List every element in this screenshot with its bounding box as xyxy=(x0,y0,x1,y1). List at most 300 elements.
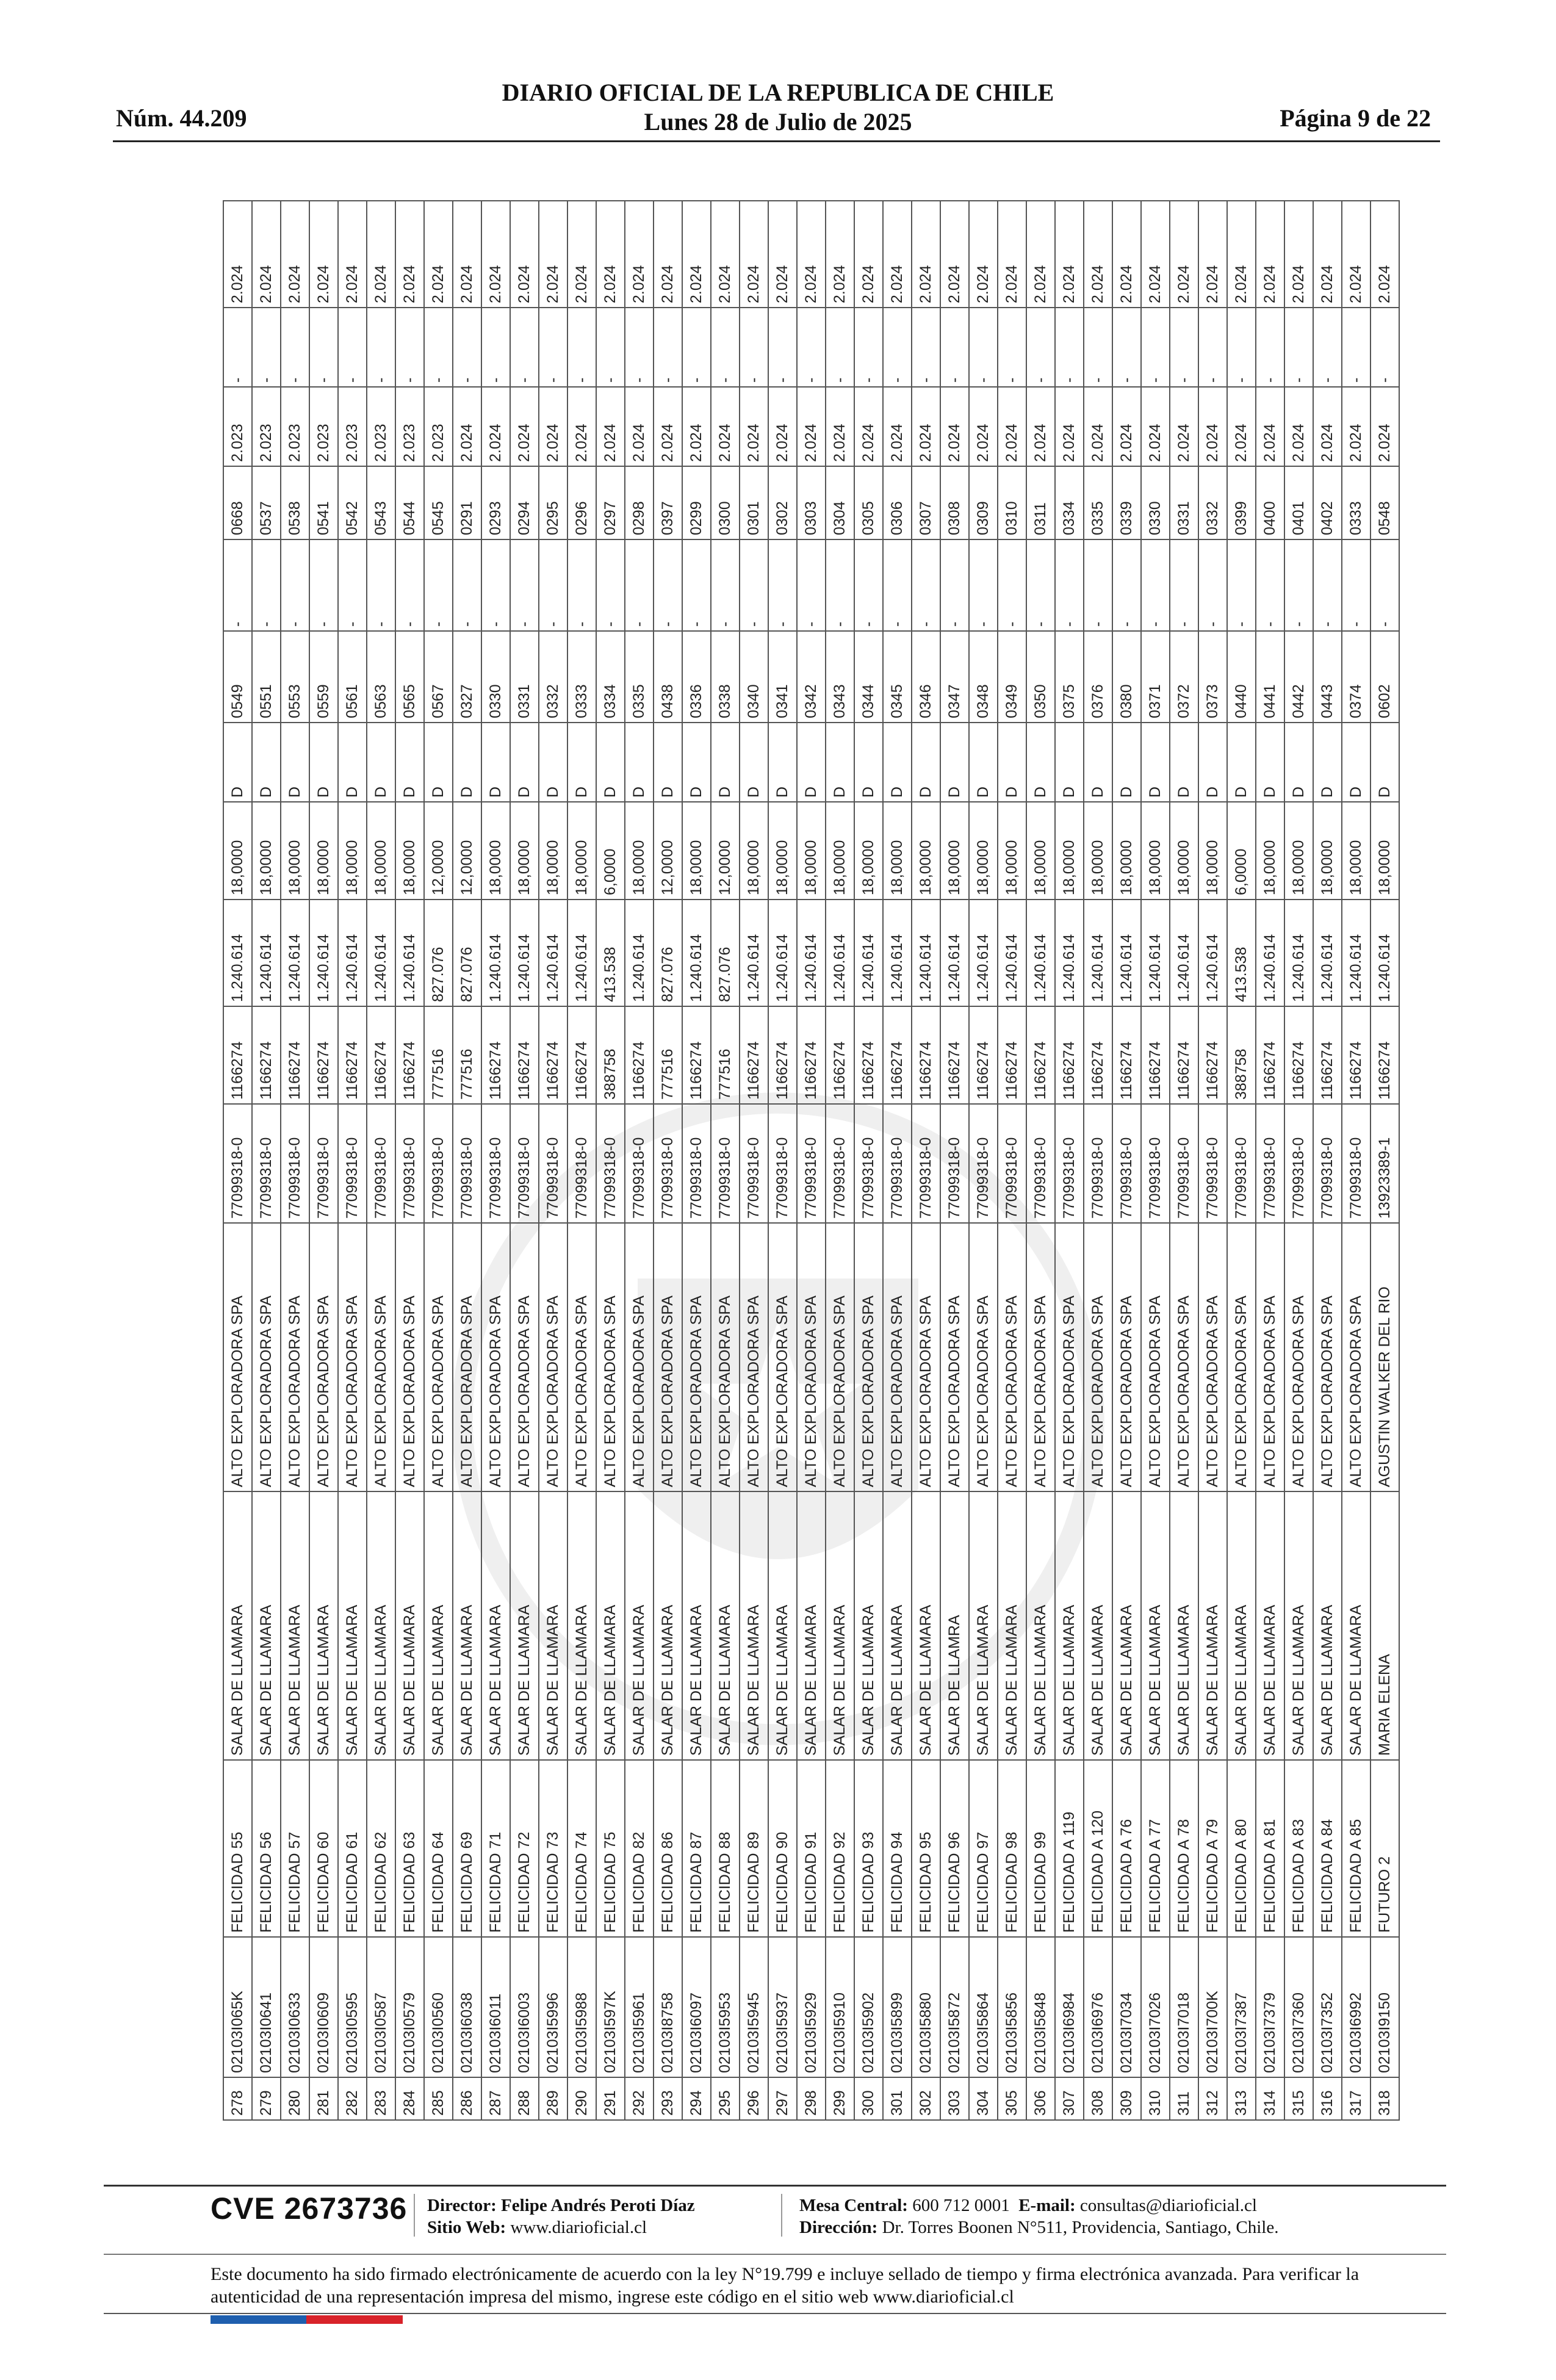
cell-concession-name: FELICIDAD A 83 xyxy=(1284,1760,1313,1937)
cell-type: D xyxy=(998,723,1026,802)
cell-ref-a: 0330 xyxy=(481,631,510,723)
cell-area: 18,0000 xyxy=(1026,802,1055,900)
cell-concession-name: FELICIDAD 96 xyxy=(940,1760,969,1937)
cell-area: 12,0000 xyxy=(453,802,481,900)
cell-ref-b: 0293 xyxy=(481,466,510,539)
cell-ref-b: 0306 xyxy=(883,466,912,539)
cell-holder-name: ALTO EXPLORADORA SPA xyxy=(940,1223,969,1491)
cell-dash-a: - xyxy=(309,539,338,631)
cell-ref-a: 0440 xyxy=(1227,631,1256,723)
cell-location: SALAR DE LLAMARA xyxy=(1342,1491,1371,1760)
cell-row-number: 313 xyxy=(1227,2077,1256,2120)
cell-dash-b: - xyxy=(711,308,740,387)
cell-year-a: 2.024 xyxy=(625,387,654,466)
cell-row-number: 306 xyxy=(1026,2077,1055,2120)
cell-ref-a: 0376 xyxy=(1084,631,1112,723)
cell-holder-rut: 77099318-0 xyxy=(481,1104,510,1223)
cell-year-a: 2.024 xyxy=(1026,387,1055,466)
cell-area: 18,0000 xyxy=(567,802,596,900)
cell-holder-name: ALTO EXPLORADORA SPA xyxy=(711,1223,740,1491)
cell-type: D xyxy=(883,723,912,802)
cell-row-number: 303 xyxy=(940,2077,969,2120)
cell-rol-code: 02103I8758 xyxy=(654,1937,682,2077)
cell-dash-b: - xyxy=(854,308,883,387)
cell-year-b: 2.024 xyxy=(338,201,367,308)
cell-ref-b: 0399 xyxy=(1227,466,1256,539)
cell-ref-b: 0541 xyxy=(309,466,338,539)
table-row xyxy=(1055,201,1084,2120)
cell-ref-a: 0345 xyxy=(883,631,912,723)
cell-amount-b: 827.076 xyxy=(711,900,740,1006)
footer-divider-middle xyxy=(104,2254,1446,2255)
table-row xyxy=(395,201,424,2120)
cell-dash-b: - xyxy=(998,308,1026,387)
cell-concession-name: FELICIDAD 63 xyxy=(395,1760,424,1937)
cell-amount-b: 1.240.614 xyxy=(912,900,940,1006)
cell-ref-a: 0567 xyxy=(424,631,453,723)
cell-year-a: 2.024 xyxy=(1342,387,1371,466)
cell-amount-a: 1166274 xyxy=(223,1006,252,1104)
cell-year-a: 2.024 xyxy=(1256,387,1284,466)
cell-holder-name: ALTO EXPLORADORA SPA xyxy=(338,1223,367,1491)
table-row xyxy=(481,201,510,2120)
cell-dash-a: - xyxy=(1227,539,1256,631)
cell-holder-rut: 77099318-0 xyxy=(826,1104,854,1223)
mesa-label: Mesa Central: xyxy=(799,2196,908,2215)
cell-ref-a: 0374 xyxy=(1342,631,1371,723)
cell-location: SALAR DE LLAMARA xyxy=(252,1491,281,1760)
cell-concession-name: FELICIDAD 92 xyxy=(826,1760,854,1937)
cell-dash-a: - xyxy=(1084,539,1112,631)
cell-location: SALAR DE LLAMARA xyxy=(539,1491,567,1760)
cell-amount-b: 827.076 xyxy=(654,900,682,1006)
cell-location: SALAR DE LLAMARA xyxy=(1284,1491,1313,1760)
cell-amount-a: 1166274 xyxy=(1313,1006,1342,1104)
cell-year-b: 2.024 xyxy=(596,201,625,308)
cell-year-a: 2.024 xyxy=(539,387,567,466)
table-row xyxy=(567,201,596,2120)
cell-amount-a: 1166274 xyxy=(854,1006,883,1104)
cell-holder-rut: 77099318-0 xyxy=(883,1104,912,1223)
cell-dash-a: - xyxy=(567,539,596,631)
cell-holder-rut: 77099318-0 xyxy=(281,1104,309,1223)
cell-rol-code: 02103I700K xyxy=(1198,1937,1227,2077)
flag-blue-stripe xyxy=(211,2315,306,2324)
cell-year-a: 2.024 xyxy=(768,387,797,466)
cell-ref-a: 0344 xyxy=(854,631,883,723)
director-label: Director: xyxy=(427,2196,497,2215)
cell-ref-a: 0602 xyxy=(1371,631,1399,723)
table-row xyxy=(539,201,567,2120)
cell-concession-name: FELICIDAD A 80 xyxy=(1227,1760,1256,1937)
cell-year-a: 2.023 xyxy=(252,387,281,466)
cell-concession-name: FELICIDAD 82 xyxy=(625,1760,654,1937)
cell-holder-name: ALTO EXPLORADORA SPA xyxy=(1198,1223,1227,1491)
cell-type: D xyxy=(1026,723,1055,802)
cell-ref-b: 0401 xyxy=(1284,466,1313,539)
cell-amount-b: 1.240.614 xyxy=(969,900,998,1006)
cell-ref-b: 0339 xyxy=(1112,466,1141,539)
cell-year-b: 2.024 xyxy=(912,201,940,308)
cell-rol-code: 02103I065K xyxy=(223,1937,252,2077)
table-row xyxy=(223,201,252,2120)
cell-ref-b: 0305 xyxy=(854,466,883,539)
cell-dash-b: - xyxy=(1112,308,1141,387)
cell-ref-a: 0342 xyxy=(797,631,826,723)
cell-type: D xyxy=(940,723,969,802)
cell-amount-a: 1166274 xyxy=(539,1006,567,1104)
cell-location: SALAR DE LLAMARA xyxy=(797,1491,826,1760)
cell-ref-b: 0545 xyxy=(424,466,453,539)
cell-type: D xyxy=(1227,723,1256,802)
cell-concession-name: FELICIDAD A 78 xyxy=(1170,1760,1198,1937)
cell-holder-rut: 77099318-0 xyxy=(711,1104,740,1223)
cell-row-number: 302 xyxy=(912,2077,940,2120)
cell-concession-name: FELICIDAD 98 xyxy=(998,1760,1026,1937)
cell-amount-a: 1166274 xyxy=(883,1006,912,1104)
cell-ref-b: 0537 xyxy=(252,466,281,539)
cell-year-a: 2.024 xyxy=(1141,387,1170,466)
table-row xyxy=(1313,201,1342,2120)
cell-holder-rut: 77099318-0 xyxy=(1198,1104,1227,1223)
cell-year-a: 2.024 xyxy=(567,387,596,466)
cell-dash-b: - xyxy=(1026,308,1055,387)
table-row xyxy=(740,201,768,2120)
cell-amount-b: 1.240.614 xyxy=(510,900,539,1006)
cell-ref-b: 0311 xyxy=(1026,466,1055,539)
cell-year-b: 2.024 xyxy=(1313,201,1342,308)
cell-holder-name: ALTO EXPLORADORA SPA xyxy=(252,1223,281,1491)
cell-ref-a: 0371 xyxy=(1141,631,1170,723)
cell-location: SALAR DE LLAMARA xyxy=(1198,1491,1227,1760)
cell-dash-b: - xyxy=(740,308,768,387)
cell-holder-rut: 77099318-0 xyxy=(1256,1104,1284,1223)
cell-year-a: 2.024 xyxy=(1198,387,1227,466)
cell-row-number: 280 xyxy=(281,2077,309,2120)
cell-dash-b: - xyxy=(1313,308,1342,387)
cell-holder-rut: 77099318-0 xyxy=(969,1104,998,1223)
cell-dash-b: - xyxy=(424,308,453,387)
cell-dash-a: - xyxy=(1256,539,1284,631)
cell-year-b: 2.024 xyxy=(1112,201,1141,308)
cell-concession-name: FELICIDAD 99 xyxy=(1026,1760,1055,1937)
cell-amount-a: 1166274 xyxy=(1371,1006,1399,1104)
cell-year-b: 2.024 xyxy=(1371,201,1399,308)
site-label: Sitio Web: xyxy=(427,2218,506,2237)
cell-holder-name: ALTO EXPLORADORA SPA xyxy=(1112,1223,1141,1491)
cell-ref-b: 0330 xyxy=(1141,466,1170,539)
cell-holder-name: ALTO EXPLORADORA SPA xyxy=(309,1223,338,1491)
cell-row-number: 301 xyxy=(883,2077,912,2120)
cell-location: SALAR DE LLAMARA xyxy=(338,1491,367,1760)
cell-concession-name: FELICIDAD 91 xyxy=(797,1760,826,1937)
table-row xyxy=(1284,201,1313,2120)
cell-year-a: 2.024 xyxy=(797,387,826,466)
cell-area: 18,0000 xyxy=(625,802,654,900)
cell-row-number: 308 xyxy=(1084,2077,1112,2120)
cell-dash-a: - xyxy=(682,539,711,631)
cell-holder-rut: 77099318-0 xyxy=(395,1104,424,1223)
cell-rol-code: 02103I5899 xyxy=(883,1937,912,2077)
cell-dash-b: - xyxy=(1227,308,1256,387)
cell-type: D xyxy=(1342,723,1371,802)
cell-dash-b: - xyxy=(1198,308,1227,387)
cell-location: SALAR DE LLAMARA xyxy=(596,1491,625,1760)
cell-concession-name: FELICIDAD 87 xyxy=(682,1760,711,1937)
cell-year-b: 2.024 xyxy=(1026,201,1055,308)
cell-year-b: 2.024 xyxy=(1170,201,1198,308)
cell-row-number: 316 xyxy=(1313,2077,1342,2120)
cell-amount-a: 1166274 xyxy=(395,1006,424,1104)
cell-holder-name: ALTO EXPLORADORA SPA xyxy=(797,1223,826,1491)
cell-row-number: 282 xyxy=(338,2077,367,2120)
cell-concession-name: FELICIDAD 90 xyxy=(768,1760,797,1937)
cell-rol-code: 02103I9150 xyxy=(1371,1937,1399,2077)
cell-year-a: 2.024 xyxy=(1313,387,1342,466)
cell-area: 18,0000 xyxy=(338,802,367,900)
cell-holder-rut: 77099318-0 xyxy=(625,1104,654,1223)
cell-dash-a: - xyxy=(1198,539,1227,631)
cell-holder-rut: 77099318-0 xyxy=(1055,1104,1084,1223)
cell-row-number: 285 xyxy=(424,2077,453,2120)
cell-ref-a: 0349 xyxy=(998,631,1026,723)
cell-concession-name: FELICIDAD 72 xyxy=(510,1760,539,1937)
cell-rol-code: 02103I6984 xyxy=(1055,1937,1084,2077)
cell-holder-name: ALTO EXPLORADORA SPA xyxy=(481,1223,510,1491)
cell-concession-name: FELICIDAD A 81 xyxy=(1256,1760,1284,1937)
cell-holder-name: ALTO EXPLORADORA SPA xyxy=(1141,1223,1170,1491)
cell-type: D xyxy=(510,723,539,802)
cell-location: SALAR DE LLAMARA xyxy=(969,1491,998,1760)
cell-rol-code: 02103I7034 xyxy=(1112,1937,1141,2077)
cell-amount-a: 1166274 xyxy=(625,1006,654,1104)
cell-ref-b: 0400 xyxy=(1256,466,1284,539)
cell-year-b: 2.024 xyxy=(1284,201,1313,308)
cell-dash-a: - xyxy=(1313,539,1342,631)
cell-concession-name: FELICIDAD 62 xyxy=(367,1760,395,1937)
cell-amount-a: 777516 xyxy=(453,1006,481,1104)
cell-dash-a: - xyxy=(1026,539,1055,631)
cell-amount-a: 388758 xyxy=(596,1006,625,1104)
cell-area: 18,0000 xyxy=(481,802,510,900)
cell-dash-a: - xyxy=(969,539,998,631)
cell-amount-a: 777516 xyxy=(424,1006,453,1104)
table-row xyxy=(1170,201,1198,2120)
table-row xyxy=(1112,201,1141,2120)
cell-holder-name: ALTO EXPLORADORA SPA xyxy=(567,1223,596,1491)
cell-year-a: 2.024 xyxy=(1055,387,1084,466)
cell-concession-name: FELICIDAD 73 xyxy=(539,1760,567,1937)
cell-rol-code: 02103I597K xyxy=(596,1937,625,2077)
cell-area: 18,0000 xyxy=(1112,802,1141,900)
concessions-table-rotated xyxy=(223,201,1393,2121)
cell-amount-a: 1166274 xyxy=(309,1006,338,1104)
cell-holder-name: ALTO EXPLORADORA SPA xyxy=(768,1223,797,1491)
cell-type: D xyxy=(223,723,252,802)
cell-row-number: 315 xyxy=(1284,2077,1313,2120)
cell-year-b: 2.024 xyxy=(654,201,682,308)
cell-year-a: 2.024 xyxy=(826,387,854,466)
cell-rol-code: 02103I7026 xyxy=(1141,1937,1170,2077)
cell-rol-code: 02103I6038 xyxy=(453,1937,481,2077)
cell-year-a: 2.024 xyxy=(711,387,740,466)
cell-year-b: 2.024 xyxy=(1256,201,1284,308)
cell-year-b: 2.024 xyxy=(252,201,281,308)
table-row xyxy=(998,201,1026,2120)
cell-row-number: 312 xyxy=(1198,2077,1227,2120)
cell-year-a: 2.024 xyxy=(854,387,883,466)
cell-year-a: 2.024 xyxy=(740,387,768,466)
cell-concession-name: FELICIDAD A 85 xyxy=(1342,1760,1371,1937)
cell-year-b: 2.024 xyxy=(682,201,711,308)
cell-holder-name: ALTO EXPLORADORA SPA xyxy=(1084,1223,1112,1491)
cell-concession-name: FELICIDAD A 119 xyxy=(1055,1760,1084,1937)
cell-holder-name: ALTO EXPLORADORA SPA xyxy=(367,1223,395,1491)
cell-amount-a: 1166274 xyxy=(338,1006,367,1104)
cell-dash-a: - xyxy=(395,539,424,631)
cell-holder-name: ALTO EXPLORADORA SPA xyxy=(1313,1223,1342,1491)
table-row xyxy=(1026,201,1055,2120)
cell-holder-name: ALTO EXPLORADORA SPA xyxy=(1256,1223,1284,1491)
cell-amount-a: 1166274 xyxy=(1141,1006,1170,1104)
cell-type: D xyxy=(367,723,395,802)
cell-row-number: 291 xyxy=(596,2077,625,2120)
cell-ref-b: 0402 xyxy=(1313,466,1342,539)
cell-dash-a: - xyxy=(453,539,481,631)
cell-row-number: 278 xyxy=(223,2077,252,2120)
cell-year-b: 2.024 xyxy=(481,201,510,308)
cell-year-b: 2.024 xyxy=(1198,201,1227,308)
cell-holder-rut: 77099318-0 xyxy=(682,1104,711,1223)
cell-ref-a: 0343 xyxy=(826,631,854,723)
cell-area: 18,0000 xyxy=(826,802,854,900)
email-label: E-mail: xyxy=(1018,2196,1076,2215)
cell-amount-a: 1166274 xyxy=(768,1006,797,1104)
cell-amount-a: 1166274 xyxy=(1198,1006,1227,1104)
cell-area: 18,0000 xyxy=(1084,802,1112,900)
cell-amount-a: 1166274 xyxy=(252,1006,281,1104)
cell-year-a: 2.024 xyxy=(1371,387,1399,466)
cell-rol-code: 02103I6976 xyxy=(1084,1937,1112,2077)
cell-amount-b: 1.240.614 xyxy=(826,900,854,1006)
cell-year-a: 2.023 xyxy=(395,387,424,466)
issue-number: Núm. 44.209 xyxy=(116,104,247,132)
cell-amount-b: 1.240.614 xyxy=(567,900,596,1006)
footer-divider-bottom xyxy=(104,2313,1446,2314)
cell-rol-code: 02103I7352 xyxy=(1313,1937,1342,2077)
cell-holder-rut: 77099318-0 xyxy=(912,1104,940,1223)
cell-holder-rut: 77099318-0 xyxy=(1084,1104,1112,1223)
cell-area: 18,0000 xyxy=(797,802,826,900)
cell-row-number: 286 xyxy=(453,2077,481,2120)
cell-dash-b: - xyxy=(1342,308,1371,387)
cell-location: SALAR DE LLAMARA xyxy=(1141,1491,1170,1760)
cell-year-a: 2.023 xyxy=(281,387,309,466)
cell-concession-name: FELICIDAD 89 xyxy=(740,1760,768,1937)
cell-holder-rut: 77099318-0 xyxy=(768,1104,797,1223)
cell-holder-rut: 77099318-0 xyxy=(1026,1104,1055,1223)
cell-area: 18,0000 xyxy=(1371,802,1399,900)
cell-dash-a: - xyxy=(854,539,883,631)
cell-ref-a: 0341 xyxy=(768,631,797,723)
cell-location: SALAR DE LLAMARA xyxy=(1256,1491,1284,1760)
cell-year-a: 2.024 xyxy=(940,387,969,466)
cell-area: 18,0000 xyxy=(281,802,309,900)
table-row xyxy=(1084,201,1112,2120)
cell-area: 18,0000 xyxy=(854,802,883,900)
site-link[interactable]: www.diarioficial.cl xyxy=(510,2218,647,2237)
cell-type: D xyxy=(1371,723,1399,802)
cell-ref-a: 0334 xyxy=(596,631,625,723)
cell-amount-a: 1166274 xyxy=(912,1006,940,1104)
cell-amount-a: 1166274 xyxy=(797,1006,826,1104)
cell-dash-b: - xyxy=(940,308,969,387)
cell-row-number: 290 xyxy=(567,2077,596,2120)
cell-amount-a: 1166274 xyxy=(1342,1006,1371,1104)
cell-amount-a: 1166274 xyxy=(510,1006,539,1104)
footer-separator xyxy=(781,2194,782,2237)
cell-amount-b: 1.240.614 xyxy=(338,900,367,1006)
cell-year-b: 2.024 xyxy=(625,201,654,308)
cell-dash-b: - xyxy=(481,308,510,387)
cell-holder-rut: 77099318-0 xyxy=(424,1104,453,1223)
cell-row-number: 317 xyxy=(1342,2077,1371,2120)
cell-row-number: 311 xyxy=(1170,2077,1198,2120)
email-link[interactable]: consultas@diarioficial.cl xyxy=(1079,2196,1257,2215)
cell-concession-name: FELICIDAD A 76 xyxy=(1112,1760,1141,1937)
cell-ref-a: 0375 xyxy=(1055,631,1084,723)
cell-location: SALAR DE LLAMARA xyxy=(1084,1491,1112,1760)
cell-area: 18,0000 xyxy=(682,802,711,900)
cell-dash-a: - xyxy=(940,539,969,631)
concessions-table xyxy=(223,200,1400,2121)
cell-concession-name: FELICIDAD A 77 xyxy=(1141,1760,1170,1937)
cell-concession-name: FELICIDAD 86 xyxy=(654,1760,682,1937)
cell-type: D xyxy=(338,723,367,802)
cell-ref-b: 0538 xyxy=(281,466,309,539)
cell-year-b: 2.024 xyxy=(367,201,395,308)
cell-ref-a: 0350 xyxy=(1026,631,1055,723)
cell-amount-b: 1.240.614 xyxy=(1026,900,1055,1006)
cell-concession-name: FELICIDAD 69 xyxy=(453,1760,481,1937)
cell-area: 18,0000 xyxy=(1313,802,1342,900)
cell-area: 18,0000 xyxy=(940,802,969,900)
cell-amount-b: 1.240.614 xyxy=(539,900,567,1006)
cell-dash-a: - xyxy=(797,539,826,631)
cell-location: SALAR DE LLAMARA xyxy=(711,1491,740,1760)
cell-row-number: 283 xyxy=(367,2077,395,2120)
cell-concession-name: FELICIDAD 56 xyxy=(252,1760,281,1937)
cell-year-b: 2.024 xyxy=(453,201,481,308)
cell-holder-name: ALTO EXPLORADORA SPA xyxy=(654,1223,682,1491)
table-row xyxy=(596,201,625,2120)
cell-type: D xyxy=(1084,723,1112,802)
cell-year-b: 2.024 xyxy=(395,201,424,308)
cell-location: SALAR DE LLAMARA xyxy=(1170,1491,1198,1760)
cell-concession-name: FELICIDAD A 120 xyxy=(1084,1760,1112,1937)
cell-row-number: 307 xyxy=(1055,2077,1084,2120)
table-row xyxy=(1141,201,1170,2120)
cell-dash-b: - xyxy=(1141,308,1170,387)
cell-rol-code: 02103I5961 xyxy=(625,1937,654,2077)
cell-year-b: 2.024 xyxy=(1342,201,1371,308)
cell-year-a: 2.024 xyxy=(1227,387,1256,466)
footer-separator xyxy=(414,2194,415,2237)
cell-holder-rut: 77099318-0 xyxy=(740,1104,768,1223)
cell-holder-name: ALTO EXPLORADORA SPA xyxy=(682,1223,711,1491)
cell-year-a: 2.024 xyxy=(596,387,625,466)
cell-holder-rut: 77099318-0 xyxy=(1313,1104,1342,1223)
